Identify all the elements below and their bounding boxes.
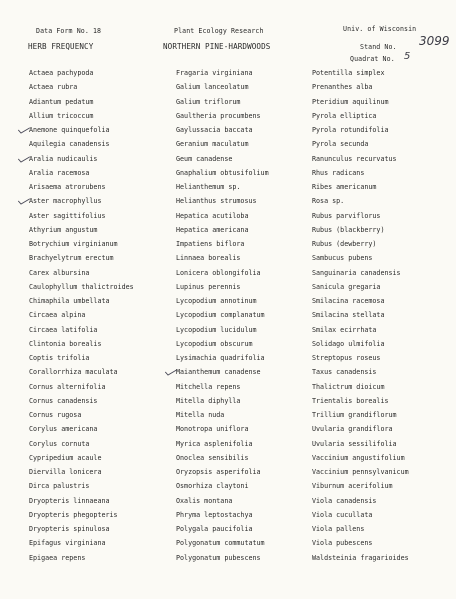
species-entry: Helianthus strumosus: [176, 197, 257, 206]
species-entry: Aster macrophyllus: [29, 197, 102, 206]
species-entry: Waldsteinia fragarioides: [312, 553, 409, 562]
species-entry: Hepatica americana: [176, 225, 249, 234]
species-entry: Galium triflorum: [176, 97, 241, 106]
species-entry: Pyrola elliptica: [312, 111, 377, 120]
species-entry: Lycopodium annotinum: [176, 297, 257, 305]
species-entry: Thalictrum dioicum: [312, 382, 385, 391]
stand-number-handwritten: 3099: [419, 34, 450, 48]
species-entry: Epigaea repens: [29, 553, 86, 562]
species-entry: Allium tricoccum: [29, 111, 94, 120]
species-entry: Dryopteris linnaeana: [29, 496, 110, 505]
species-entry: Mitella nuda: [176, 411, 225, 419]
species-entry: Mitella diphylla: [176, 396, 241, 405]
species-entry: Arisaema atrorubens: [29, 183, 106, 191]
check-mark-icon: [18, 198, 28, 204]
species-entry: Uvularia sessilifolia: [312, 439, 397, 448]
species-entry: Pyrola rotundifolia: [312, 126, 389, 134]
species-entry: Aralia racemosa: [29, 168, 90, 177]
species-entry: Polygonatum pubescens: [176, 553, 261, 562]
species-entry: Smilacina racemosa: [312, 297, 385, 305]
species-entry: Taxus canadensis: [312, 368, 377, 377]
species-entry: Viola pubescens: [312, 539, 373, 548]
species-entry: Prenanthes alba: [312, 83, 373, 92]
form-number: Data Form No. 18: [36, 27, 102, 35]
species-entry: Trillium grandiflorum: [312, 411, 397, 419]
category-title: HERB FREQUENCY: [28, 42, 94, 51]
check-mark-icon: [165, 369, 175, 375]
species-entry: Adiantum pedatum: [29, 97, 94, 106]
species-entry: Hepatica acutiloba: [176, 211, 249, 220]
species-entry: Cypripedium acaule: [29, 453, 102, 462]
species-entry: Clintonia borealis: [29, 339, 102, 348]
species-entry: Sanguinaria canadensis: [312, 268, 401, 277]
species-entry: Anemone quinquefolia: [29, 126, 110, 134]
species-entry: Polygala paucifolia: [176, 525, 253, 533]
species-entry: Athyrium angustum: [29, 225, 98, 234]
species-entry: Ribes americanum: [312, 183, 377, 191]
species-entry: Geranium maculatum: [176, 140, 249, 149]
species-entry: Gnaphalium obtusifolium: [176, 168, 269, 177]
quadrat-label: Quadrat No.: [350, 55, 395, 63]
species-entry: Gaultheria procumbens: [176, 111, 261, 120]
species-entry: Rhus radicans: [312, 168, 365, 177]
species-entry: Lycopodium complanatum: [176, 311, 265, 320]
species-entry: Vaccinium pennsylvanicum: [312, 468, 409, 476]
species-entry: Oryzopsis asperifolia: [176, 468, 261, 476]
species-entry: Lycopodium lucidulum: [176, 325, 257, 334]
species-entry: Rubus (blackberry): [312, 225, 385, 234]
species-entry: Solidago ulmifolia: [312, 339, 385, 348]
species-entry: Smilax ecirrhata: [312, 325, 377, 334]
species-entry: Impatiens biflora: [176, 240, 245, 248]
species-entry: Onoclea sensibilis: [176, 453, 249, 462]
university: Univ. of Wisconsin: [343, 25, 417, 33]
species-entry: Cornus rugosa: [29, 411, 82, 419]
species-entry: Lycopodium obscurum: [176, 339, 253, 348]
species-entry: Polygonatum commutatum: [176, 539, 265, 548]
species-entry: Actaea rubra: [29, 83, 78, 92]
species-entry: Phryma leptostachya: [176, 510, 253, 519]
check-mark-icon: [18, 156, 28, 162]
stand-label: Stand No.: [360, 43, 397, 51]
species-entry: Aralia nudicaulis: [29, 154, 98, 163]
species-entry: Chimaphila umbellata: [29, 297, 110, 305]
species-entry: Caulophyllum thalictroides: [29, 282, 134, 291]
species-entry: Rubus parviflorus: [312, 211, 381, 220]
species-entry: Lysimachia quadrifolia: [176, 354, 265, 362]
species-entry: Dryopteris phegopteris: [29, 510, 118, 519]
species-entry: Dryopteris spinulosa: [29, 525, 110, 533]
species-entry: Aquilegia canadensis: [29, 140, 110, 149]
species-entry: Viola canadensis: [312, 496, 377, 505]
species-entry: Mitchella repens: [176, 382, 241, 391]
species-entry: Maianthemum canadense: [176, 368, 261, 377]
community-title: NORTHERN PINE-HARDWOODS: [163, 42, 271, 51]
organization: Plant Ecology Research: [174, 27, 264, 35]
quadrat-number-handwritten: 5: [404, 51, 411, 62]
species-entry: Brachyelytrum erectum: [29, 254, 114, 263]
species-entry: Lupinus perennis: [176, 282, 241, 291]
species-entry: Geum canadense: [176, 154, 233, 163]
species-entry: Epifagus virginiana: [29, 539, 106, 548]
check-mark-icon: [18, 127, 28, 133]
species-entry: Pteridium aquilinum: [312, 97, 389, 106]
species-entry: Circaea latifolia: [29, 325, 98, 334]
species-entry: Viburnum acerifolium: [312, 482, 393, 491]
species-entry: Smilacina stellata: [312, 311, 385, 320]
species-entry: Streptopus roseus: [312, 354, 381, 362]
species-entry: Corylus americana: [29, 425, 98, 434]
species-entry: Botrychium virginianum: [29, 240, 118, 248]
species-entry: Rubus (dewberry): [312, 240, 377, 248]
species-entry: Carex albursina: [29, 268, 90, 277]
species-entry: Lonicera oblongifolia: [176, 268, 261, 277]
species-entry: Sambucus pubens: [312, 254, 373, 263]
species-entry: Myrica asplenifolia: [176, 439, 253, 448]
species-entry: Fragaria virginiana: [176, 69, 253, 77]
species-entry: Oxalis montana: [176, 496, 233, 505]
species-entry: Ranunculus recurvatus: [312, 154, 397, 163]
species-entry: Actaea pachypoda: [29, 69, 94, 77]
species-entry: Osmorhiza claytoni: [176, 482, 249, 491]
species-entry: Galium lanceolatum: [176, 83, 249, 92]
species-entry: Corallorrhiza maculata: [29, 368, 118, 377]
species-entry: Coptis trifolia: [29, 354, 90, 362]
species-entry: Monotropa uniflora: [176, 425, 249, 434]
species-entry: Linnaea borealis: [176, 254, 241, 263]
species-entry: Viola cucullata: [312, 510, 373, 519]
species-entry: Gaylussacia baccata: [176, 126, 253, 134]
species-entry: Helianthemum sp.: [176, 183, 241, 191]
species-entry: Viola pallens: [312, 525, 365, 533]
species-entry: Trientalis borealis: [312, 396, 389, 405]
species-entry: Dirca palustris: [29, 482, 90, 491]
species-entry: Aster sagittifolius: [29, 211, 106, 220]
species-entry: Potentilla simplex: [312, 69, 385, 77]
species-entry: Cornus alternifolia: [29, 382, 106, 391]
species-entry: Circaea alpina: [29, 311, 86, 320]
species-entry: Sanicula gregaria: [312, 282, 381, 291]
species-entry: Rosa sp.: [312, 197, 345, 206]
species-entry: Corylus cornuta: [29, 439, 90, 448]
species-entry: Cornus canadensis: [29, 396, 98, 405]
species-entry: Diervilla lonicera: [29, 468, 102, 476]
species-entry: Pyrola secunda: [312, 140, 369, 149]
species-entry: Uvularia grandiflora: [312, 425, 393, 434]
species-entry: Vaccinium angustifolium: [312, 453, 405, 462]
